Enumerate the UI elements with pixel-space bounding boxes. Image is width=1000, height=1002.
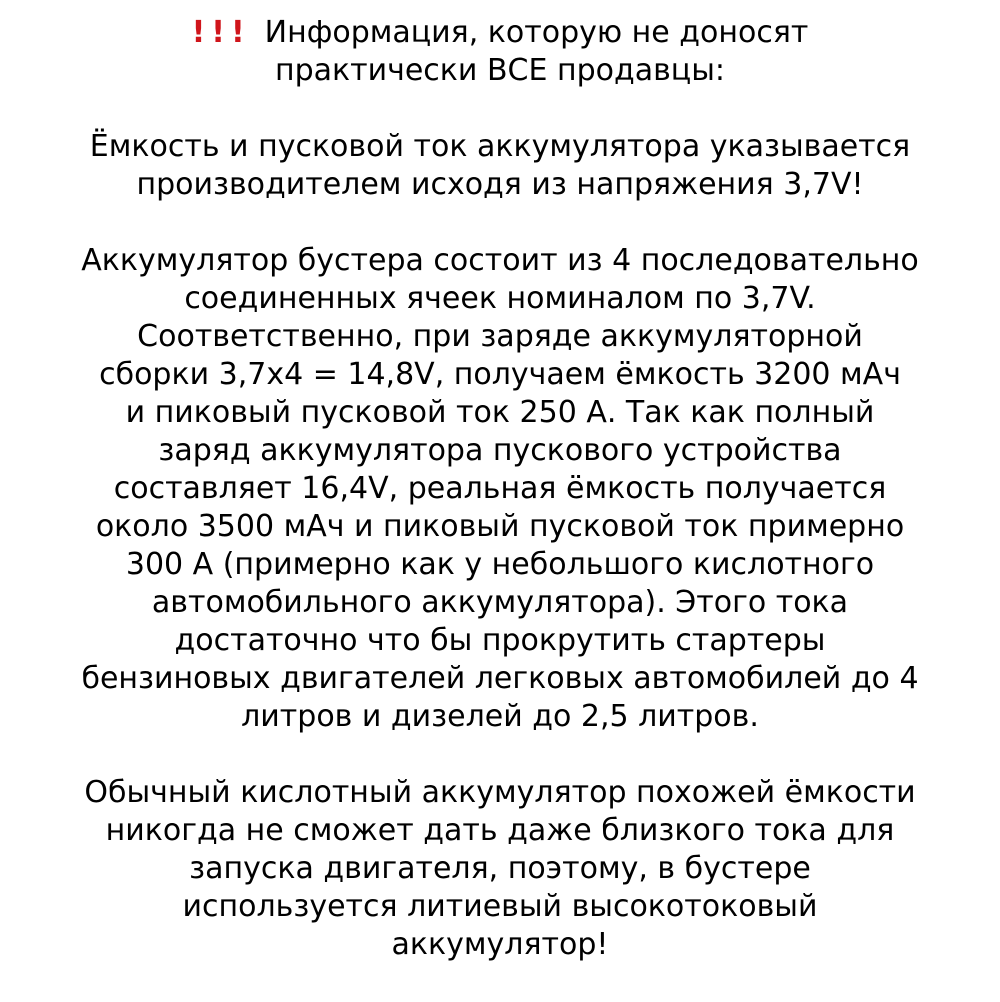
info-document — [0, 14, 1000, 1002]
paragraph-line: 300 А (примерно как у небольшого кислотного — [125, 547, 875, 582]
paragraph-line: Обычный кислотный аккумулятор похожей ёмкости — [84, 775, 916, 810]
paragraph-line: заряд аккумулятора пускового устройства — [158, 433, 842, 468]
paragraph-line: запуска двигателя, поэтому, в бустере — [189, 851, 811, 886]
paragraph-line: производителем исходя из напряжения 3,7V! — [136, 167, 864, 202]
paragraph-voltage-note — [0, 128, 1000, 204]
paragraph-line: около 3500 мАч и пиковый пусковой ток примерно — [95, 509, 905, 544]
paragraph-line: Аккумулятор бустера состоит из 4 последовательно — [81, 243, 919, 278]
paragraph-line: достаточно что бы прокрутить стартеры — [174, 623, 826, 658]
paragraph-line: составляет 16,4V, реальная ёмкость получается — [113, 471, 887, 506]
paragraph-line: никогда не сможет дать даже близкого тока для — [105, 813, 895, 848]
paragraph-battery-details — [0, 242, 1000, 736]
paragraph-line: сборки 3,7х4 = 14,8V, получаем ёмкость 3200 мАч — [99, 357, 901, 392]
header-title: Информация, которую не доносят — [264, 15, 809, 50]
paragraph-line: соединенных ячеек номиналом по 3,7V. — [184, 281, 816, 316]
header-line-2: практически ВСЕ продавцы: — [274, 53, 725, 88]
header-line-1 — [0, 14, 1000, 52]
paragraph-line: и пиковый пусковой ток 250 А. Так как полный — [125, 395, 875, 430]
paragraph-line: бензиновых двигателей легковых автомобилей до 4 — [81, 661, 919, 696]
paragraph-line: Ёмкость и пусковой ток аккумулятора указывается — [89, 129, 911, 164]
paragraph-line: Соответственно, при заряде аккумуляторной — [137, 319, 863, 354]
exclamation-marks-icon: !!! — [191, 15, 251, 50]
paragraph-line: автомобильного аккумулятора). Этого тока — [151, 585, 849, 620]
paragraph-line: литров и дизелей до 2,5 литров. — [241, 699, 759, 734]
paragraph-line: используется литиевый высокотоковый — [182, 889, 818, 924]
paragraph-line: аккумулятор! — [391, 927, 609, 962]
header-paragraph — [0, 14, 1000, 90]
paragraph-lithium-conclusion — [0, 774, 1000, 964]
